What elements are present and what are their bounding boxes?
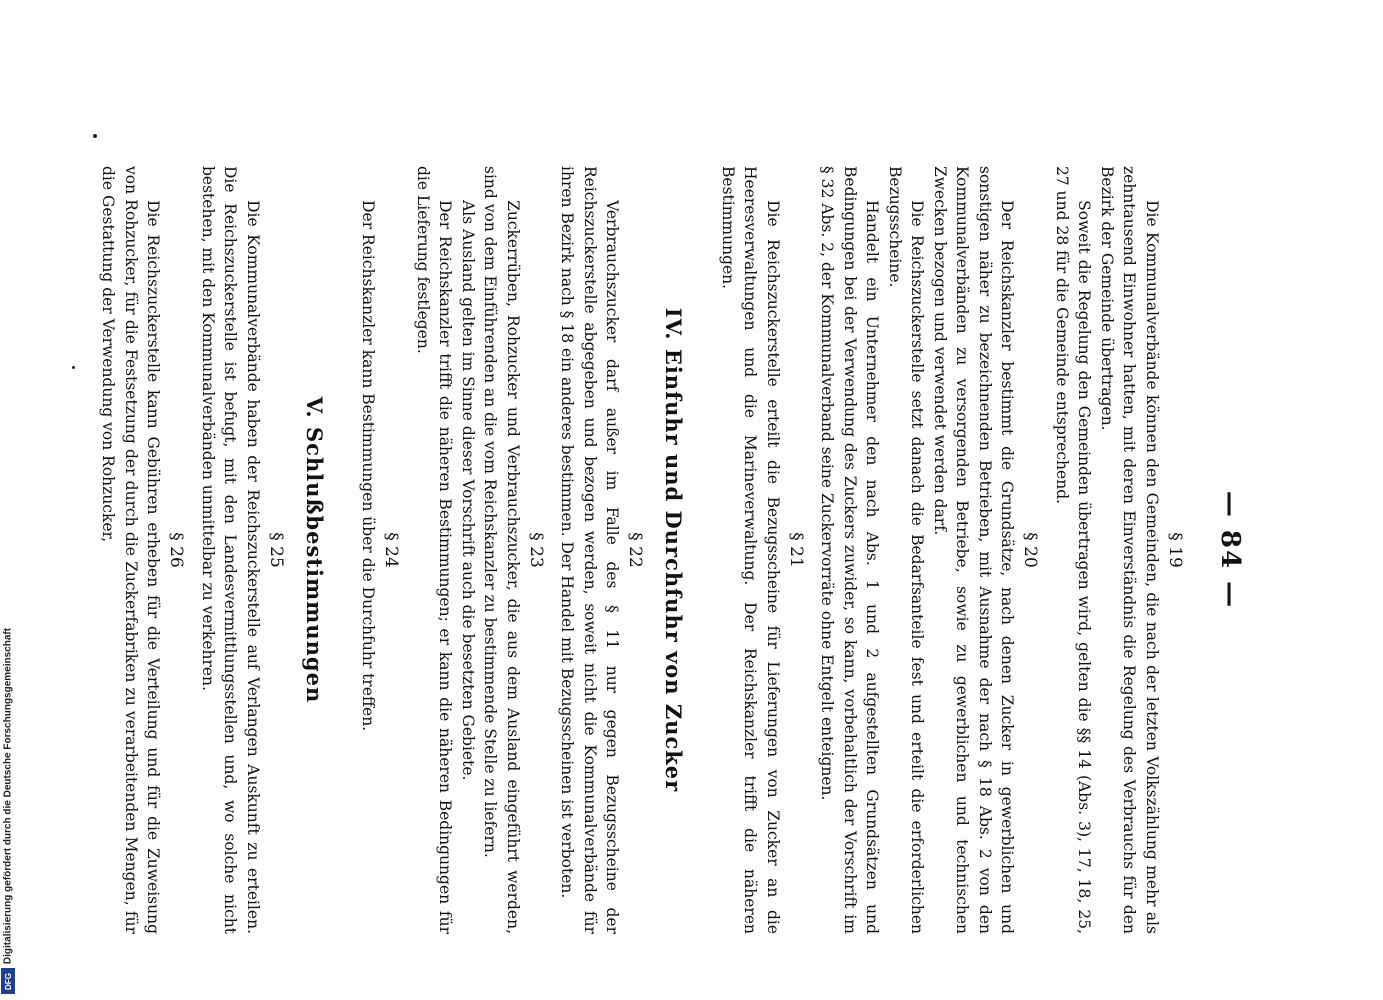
page-number: — 84 — — [1215, 490, 1245, 610]
paragraph: Die Kommunalverbände können den Gemeinden, die nach der letzten Volkszählung mehr als zehntausend Einwohner hatten, mit deren Einverständnis die Regelung des Verbrauchs für den Bezirk der Gemeinde übertragen. — [1098, 166, 1161, 934]
paragraph: Die Reichszuckerstelle erteilt die Bezugsscheine für Lieferungen von Zucker an die Heeresverwaltungen und die Marineverwaltung. Der Reichskanzler trifft die näheren Bestimmungen. — [719, 166, 782, 934]
rotated-page — [99, 160, 1245, 940]
paragraph: Der Reichskanzler bestimmt die Grundsätze, nach denen Zucker in gewerblichen und sonstigen näher zu bezeichnenden Betrieben, mit Ausnahme der nach § 18 Abs. 2 von den Kommunalverbänden zu versorgenden Betriebe, sowie zu gewerblichen und technischen Zwecken bezogen und verwendet werden darf. — [931, 166, 1017, 934]
page-content — [99, 160, 1245, 940]
text-blocks — [97, 166, 1185, 934]
paragraph-heading: § 19 — [1165, 532, 1185, 568]
section-heading: V. Schlußbestimmungen — [302, 396, 327, 704]
scan-speck — [93, 134, 97, 138]
paragraph-heading: § 22 — [625, 532, 646, 568]
section-heading: IV. Einfuhr und Durchfuhr von Zucker — [661, 307, 687, 793]
paragraph-heading: § 24 — [381, 532, 402, 568]
paragraph-heading: § 21 — [786, 532, 806, 568]
scan-speck — [72, 366, 75, 369]
dfg-logo: DFG — [1, 968, 15, 994]
paragraph: Die Reichszuckerstelle setzt danach die Bedarfsanteile fest und erteilt die erforderlichen Bezugsscheine. — [886, 166, 927, 934]
paragraph: Zuckerrüben, Rohzucker und Verbrauchszucker, die aus dem Ausland eingeführt werden, sind von dem Einführenden an die vom Reichskanzler zu bestimmende Stelle zu liefern. — [481, 166, 522, 934]
paragraph-heading: § 25 — [266, 532, 286, 568]
paragraph-heading: § 23 — [526, 532, 546, 568]
paragraph: Als Ausland gelten im Sinne dieser Vorschrift auch die besetzten Gebiete. — [459, 200, 477, 781]
paragraph: Der Reichskanzler trifft die näheren Bestimmungen; er kann die näheren Bedingungen für die Lieferung festlegen. — [414, 166, 455, 934]
paragraph: Die Reichszuckerstelle kann Gebühren erheben für die Verteilung und für die Zuweisung von Rohzucker, für die Festsetzung der durch die Zuckerfabriken zu verarbeitenden Mengen, für die Gestattung der Verwendung von Rohzucker, — [99, 166, 163, 934]
paragraph: Soweit die Regelung den Gemeinden übertragen wird, gelten die §§ 14 (Abs. 3), 17, 18, 25, 27 und 28 für die Gemeinde entsprechend. — [1053, 166, 1094, 934]
paragraph: Die Kommunalverbände haben der Reichszuckerstelle auf Verlangen Auskunft zu erteilen. Die Reichszuckerstelle ist befugt, mit den Landesvermittlungsstellen und, wo solche nicht bestehen, mit den Kommunalverbänden unmittelbar zu verkehren. — [199, 166, 262, 934]
dfg-credit-text: Digitalisierung gefördert durch die Deutsche Forschungsgemeinschaft — [2, 627, 14, 965]
paragraph-heading: § 20 — [1020, 532, 1041, 568]
paragraph: Verbrauchszucker darf außer im Falle des § 11 nur gegen Bezugsscheine der Reichszuckerstelle abgegeben und bezogen werden, soweit nicht die Kommunalverbände für ihren Bezirk nach § 18 ein anderes bestimmen. Der Handel mit Bezugsscheinen ist verboten. — [558, 166, 622, 934]
paragraph: Der Reichskanzler kann Bestimmungen über die Durchfuhr treffen. — [359, 200, 378, 732]
paragraph: Handelt ein Unternehmer den nach Abs. 1 und 2 aufgestellten Grundsätzen und Bedingungen bei der Verwendung des Zuckers zuwider, so kann, vorbehaltlich der Vorschrift im § 32 Abs. 2, der Kommunalverband seine Zuckervorräte ohne Entgelt enteignen. — [818, 166, 882, 934]
paragraph-heading: § 26 — [166, 532, 187, 568]
